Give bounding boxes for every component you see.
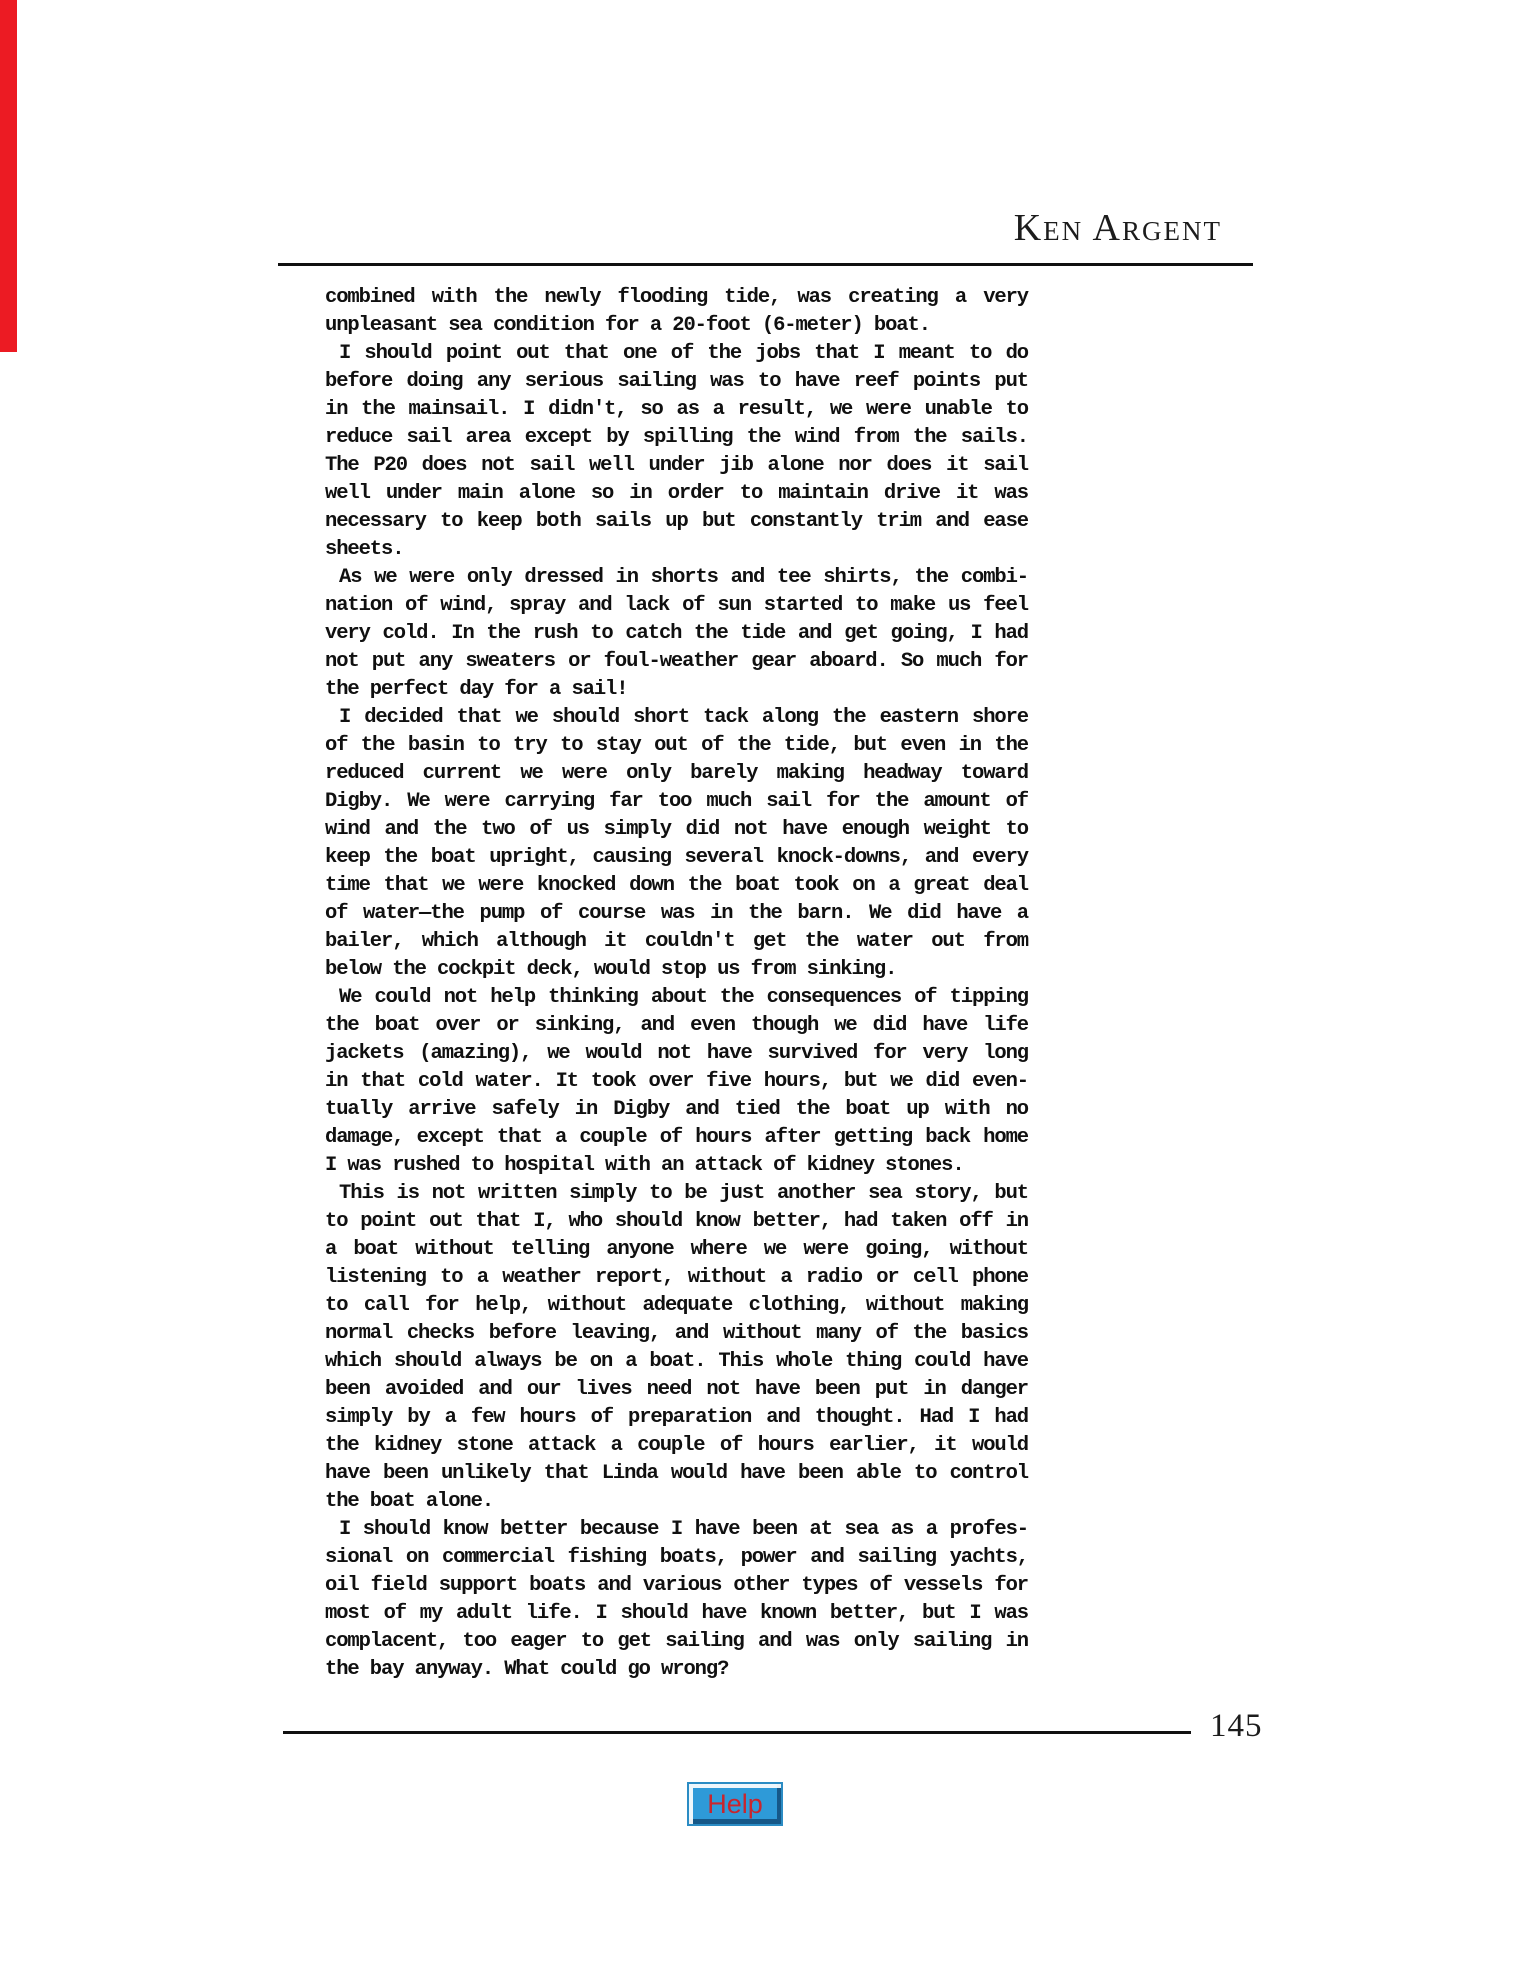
text-line: wind and the two of us simply did not have enough weight to: [325, 818, 1028, 841]
text-line: which should always be on a boat. This whole thing could have: [325, 1350, 1028, 1373]
text-line: tually arrive safely in Digby and tied the boat up with no: [325, 1098, 1028, 1121]
text-line: I should point out that one of the jobs that I meant to do: [339, 342, 1028, 365]
text-line: of water—the pump of course was in the barn. We did have a: [325, 902, 1028, 925]
text-line: a boat without telling anyone where we were going, without: [325, 1238, 1028, 1261]
text-line: to call for help, without adequate clothing, without making: [325, 1294, 1028, 1317]
text-line: As we were only dressed in shorts and tee shirts, the combi-: [339, 566, 1028, 589]
text-line: the kidney stone attack a couple of hours earlier, it would: [325, 1434, 1028, 1457]
text-line: sional on commercial fishing boats, power and sailing yachts,: [325, 1546, 1028, 1569]
text-line: reduced current we were only barely making headway toward: [325, 762, 1028, 785]
text-line: jackets (amazing), we would not have survived for very long: [325, 1042, 1028, 1065]
text-line: This is not written simply to be just another sea story, but: [339, 1182, 1028, 1205]
text-line: the boat over or sinking, and even though we did have life: [325, 1014, 1028, 1037]
footer-rule: [283, 1731, 1191, 1734]
text-line: to point out that I, who should know better, had taken off in: [325, 1210, 1028, 1233]
text-line: simply by a few hours of preparation and thought. Had I had: [325, 1406, 1028, 1429]
header-rule: [278, 263, 1253, 266]
text-line: of the basin to try to stay out of the tide, but even in the: [325, 734, 1028, 757]
text-line: keep the boat upright, causing several knock-downs, and every: [325, 846, 1028, 869]
text-line: not put any sweaters or foul-weather gear aboard. So much for: [325, 650, 1028, 673]
text-line: damage, except that a couple of hours after getting back home: [325, 1126, 1028, 1149]
text-line: complacent, too eager to get sailing and was only sailing in: [325, 1630, 1028, 1653]
text-line: listening to a weather report, without a radio or cell phone: [325, 1266, 1028, 1289]
text-line: bailer, which although it couldn't get the water out from: [325, 930, 1028, 953]
text-line: the boat alone.: [325, 1490, 494, 1513]
text-line: in the mainsail. I didn't, so as a result, we were unable to: [325, 398, 1028, 421]
text-line: reduce sail area except by spilling the wind from the sails.: [325, 426, 1028, 449]
text-line: the perfect day for a sail!: [325, 678, 628, 701]
text-line: combined with the newly flooding tide, was creating a very: [325, 286, 1028, 309]
text-line: sheets.: [325, 538, 404, 561]
text-line: before doing any serious sailing was to have reef points put: [325, 370, 1028, 393]
text-line: well under main alone so in order to maintain drive it was: [325, 482, 1028, 505]
text-line: in that cold water. It took over five hours, but we did even-: [325, 1070, 1028, 1093]
text-line: unpleasant sea condition for a 20-foot (6-meter) boat.: [325, 314, 930, 337]
red-ribbon: [0, 0, 17, 352]
text-line: very cold. In the rush to catch the tide and get going, I had: [325, 622, 1028, 645]
text-line: the bay anyway. What could go wrong?: [325, 1658, 729, 1681]
text-line: normal checks before leaving, and without many of the basics: [325, 1322, 1028, 1345]
body-text: [325, 284, 1028, 1684]
text-line: I should know better because I have been at sea as a profes-: [339, 1518, 1028, 1541]
text-line: been avoided and our lives need not have been put in danger: [325, 1378, 1028, 1401]
page-header-author: Ken Argent: [1013, 207, 1222, 249]
text-line: Digby. We were carrying far too much sail for the amount of: [325, 790, 1028, 813]
text-line: time that we were knocked down the boat took on a great deal: [325, 874, 1028, 897]
text-line: oil field support boats and various other types of vessels for: [325, 1574, 1028, 1597]
help-button[interactable]: Help: [687, 1782, 783, 1826]
text-line: I was rushed to hospital with an attack of kidney stones.: [325, 1154, 964, 1177]
text-line: have been unlikely that Linda would have been able to control: [325, 1462, 1028, 1485]
text-line: most of my adult life. I should have known better, but I was: [325, 1602, 1028, 1625]
text-line: The P20 does not sail well under jib alone nor does it sail: [325, 454, 1028, 477]
text-line: nation of wind, spray and lack of sun started to make us feel: [325, 594, 1028, 617]
text-line: below the cockpit deck, would stop us from sinking.: [325, 958, 897, 981]
text-line: We could not help thinking about the consequences of tipping: [339, 986, 1028, 1009]
text-line: necessary to keep both sails up but constantly trim and ease: [325, 510, 1028, 533]
page-number: 145: [1210, 1708, 1263, 1744]
text-line: I decided that we should short tack along the eastern shore: [339, 706, 1028, 729]
